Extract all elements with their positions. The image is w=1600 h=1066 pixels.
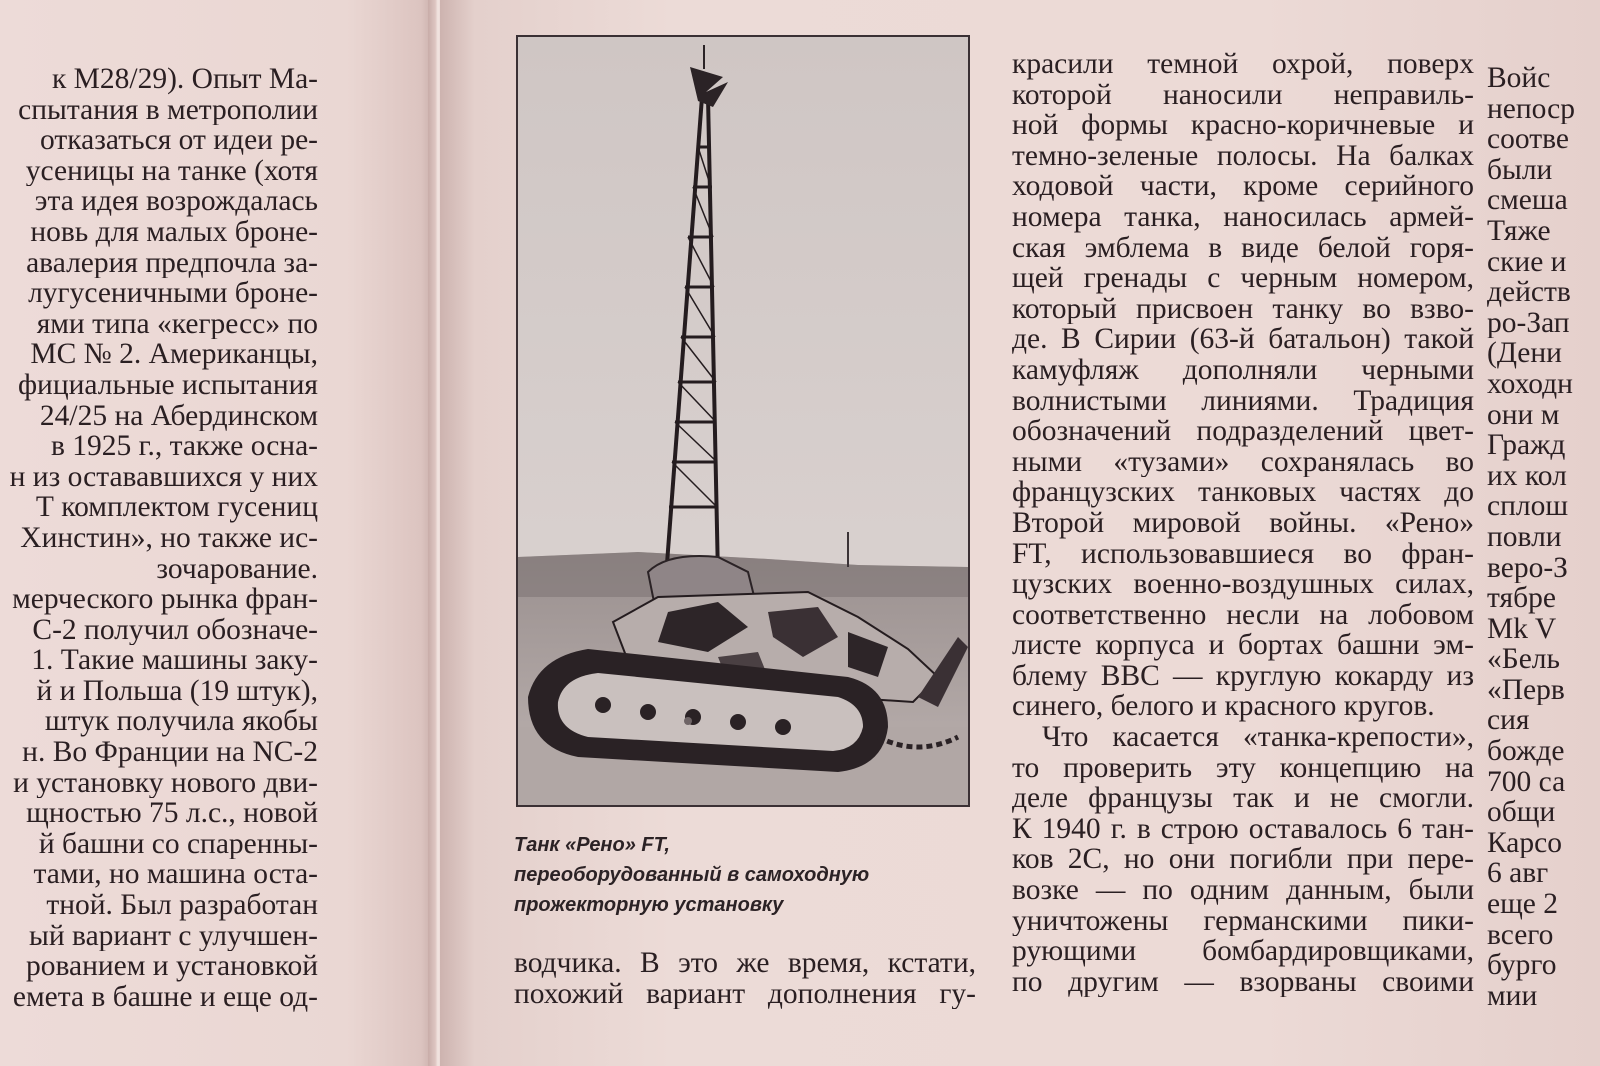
- middle-column-line: которой наносили неправиль-: [1012, 79, 1474, 111]
- middle-column-line: уничтожены германскими пики-: [1012, 905, 1474, 937]
- middle-column-line: номера танка, наносилась армей-: [1012, 201, 1474, 233]
- left-column-line: лугусеничными броне-: [28, 278, 318, 309]
- left-column-line: ый вариант с улучшен-: [29, 920, 318, 952]
- middle-column-line: темно-зеленые полосы. На балках: [1012, 140, 1474, 172]
- far-right-column-line: они м: [1487, 399, 1560, 431]
- left-column-line: фициальные испытания: [17, 369, 318, 401]
- middle-column-line: цузских военно-воздушных силах,: [1012, 569, 1474, 600]
- far-right-column-line: Mk V: [1487, 613, 1557, 645]
- middle-column-line: FT, использовавшиеся во фран-: [1012, 538, 1474, 570]
- left-column-line: и установку нового дви-: [13, 767, 318, 799]
- far-right-column-line: мии: [1487, 980, 1538, 1012]
- caption-line: переоборудованный в самоходную: [514, 864, 870, 886]
- tank-searchlight-photo: [516, 35, 970, 807]
- left-page: [0, 0, 434, 1066]
- far-right-column-line: сия: [1487, 705, 1530, 737]
- below-photo-column-line: похожий вариант дополнения гу-: [514, 978, 976, 1010]
- left-column-line: н. Во Франции на NC-2: [22, 737, 318, 768]
- left-column-line: отказаться от идеи ре-: [40, 125, 318, 156]
- middle-column-line: по другим — взорваны своими: [1012, 966, 1474, 998]
- far-right-column-line: смеша: [1487, 185, 1568, 216]
- middle-column-line: Второй мировой войны. «Рено»: [1012, 507, 1474, 539]
- middle-column-line: соответственно несли на лобовом: [1012, 599, 1474, 631]
- left-column-line: Т комплектом гусениц: [35, 492, 318, 523]
- middle-column-line: блему ВВС — круглую кокарду из: [1012, 660, 1474, 692]
- left-column-line: тной. Был разработан: [46, 890, 318, 921]
- left-column-line: Хинстин», но также ис-: [20, 522, 318, 554]
- left-column-line: С-2 получил обозначе-: [32, 614, 318, 646]
- left-column-line: к M28/29). Опыт Ма-: [51, 64, 318, 95]
- far-right-column-line: сплош: [1487, 491, 1569, 522]
- left-column-line: зочарование.: [156, 553, 318, 585]
- far-right-column-line: повли: [1487, 521, 1562, 553]
- middle-column-line: французских танковых частях до: [1012, 477, 1474, 508]
- far-right-column-line: «Перв: [1487, 674, 1565, 706]
- far-right-column-line: Карсо: [1487, 827, 1562, 859]
- far-right-column-line: 6 авг: [1487, 858, 1549, 890]
- middle-column-line: Что касается «танка-крепости»,: [1042, 722, 1474, 753]
- middle-column-line: де. В Сирии (63-й батальон) такой: [1012, 324, 1474, 355]
- middle-column-line: деле французы так и не смогли.: [1012, 783, 1474, 814]
- middle-column-line: К 1940 г. в строю оставалось 6 тан-: [1012, 813, 1474, 845]
- left-column-line: в 1925 г., также осна-: [51, 431, 318, 462]
- middle-column-line: ская эмблема в виде белой горя-: [1012, 232, 1474, 264]
- left-column-line: щностью 75 л.с., новой: [26, 798, 318, 829]
- far-right-column-line: их кол: [1487, 460, 1567, 492]
- middle-column-line: ными «тузами» сохранялась во: [1012, 446, 1474, 478]
- middle-column-line: то проверить эту концепцию на: [1012, 752, 1474, 784]
- left-column-line: рованием и установкой: [25, 951, 318, 982]
- caption-line: Танк «Рено» FT,: [514, 834, 670, 856]
- far-right-column-line: «Бель: [1487, 644, 1560, 675]
- middle-column-line: ной формы красно-коричневые и: [1012, 110, 1474, 141]
- far-right-column-line: (Дени: [1487, 338, 1562, 369]
- middle-column-line: обозначений подразделений цвет-: [1012, 416, 1474, 447]
- left-column-line: 24/25 на Абердинском: [39, 400, 318, 432]
- far-right-column-line: были: [1487, 154, 1553, 186]
- middle-column-line: щей гренады с черным номером,: [1012, 263, 1474, 294]
- far-right-column-line: бурго: [1487, 950, 1557, 981]
- far-right-column-line: действ: [1487, 277, 1571, 308]
- left-column-line: спытания в метрополии: [18, 94, 318, 126]
- left-column-line: й и Польша (19 штук),: [36, 675, 318, 707]
- middle-column-line: который присвоен танку во взво-: [1012, 293, 1474, 325]
- far-right-column-line: еще 2: [1487, 889, 1559, 920]
- left-column-line: й башни со спаренны-: [38, 828, 318, 860]
- middle-column-line: синего, белого и красного кругов.: [1012, 691, 1435, 723]
- photo-caption: [514, 830, 984, 920]
- far-right-column-line: Гражд: [1487, 430, 1566, 461]
- left-column-line: емета в башне и еще од-: [12, 981, 318, 1013]
- middle-column-line: волнистыми линиями. Традиция: [1012, 385, 1474, 417]
- far-right-column-line: 700 са: [1487, 766, 1566, 798]
- left-column-line: 1. Такие машины заку-: [31, 645, 318, 676]
- below-photo-column-line: водчика. В это же время, кстати,: [514, 948, 976, 979]
- left-column-line: новь для малых броне-: [30, 216, 318, 248]
- left-column-line: штук получила якобы: [44, 706, 318, 738]
- left-column-line: МС № 2. Американцы,: [30, 339, 318, 370]
- far-right-column-line: соотве: [1487, 124, 1569, 155]
- text-below-photo: [514, 948, 976, 1009]
- middle-column-line: ходовой части, кроме серийного: [1012, 171, 1474, 202]
- far-right-column-line: непоср: [1487, 93, 1575, 125]
- far-right-text-column: [1487, 63, 1600, 1011]
- left-column-line: усеницы на танке (хотя: [25, 155, 318, 187]
- caption-line: прожекторную установку: [514, 894, 784, 916]
- middle-text-column: [1012, 49, 1474, 997]
- middle-column-line: рующими бомбардировщиками,: [1012, 936, 1474, 967]
- left-text-column: [0, 64, 318, 1012]
- far-right-column-line: всего: [1487, 919, 1554, 951]
- far-right-column-line: тябре: [1487, 583, 1556, 614]
- right-page: [440, 0, 1600, 1066]
- left-column-line: мерческого рынка фран-: [12, 584, 318, 615]
- middle-column-line: листе корпуса и бортах башни эм-: [1012, 630, 1474, 661]
- left-column-line: ями типа «кегресс» по: [36, 308, 318, 340]
- middle-column-line: ков 2С, но они погибли при пере-: [1012, 844, 1474, 876]
- left-column-line: н из остававшихся у них: [9, 461, 318, 493]
- left-column-line: тами, но машина оста-: [33, 859, 318, 891]
- far-right-column-line: божде: [1487, 736, 1565, 767]
- far-right-column-line: хоходн: [1487, 368, 1573, 400]
- far-right-column-line: ские и: [1487, 246, 1567, 278]
- far-right-column-line: Тяже: [1487, 215, 1551, 247]
- far-right-column-line: общи: [1487, 797, 1556, 828]
- middle-column-line: возке — по одним данным, были: [1012, 875, 1474, 906]
- left-column-line: авалерия предпочла за-: [26, 247, 318, 279]
- left-column-line: эта идея возрождалась: [34, 186, 318, 217]
- middle-column-line: камуфляж дополняли черными: [1012, 354, 1474, 386]
- middle-column-line: красили темной охрой, поверх: [1012, 49, 1474, 80]
- far-right-column-line: Войс: [1487, 63, 1551, 94]
- far-right-column-line: веро-З: [1487, 552, 1568, 584]
- far-right-column-line: ро-Зап: [1487, 307, 1570, 339]
